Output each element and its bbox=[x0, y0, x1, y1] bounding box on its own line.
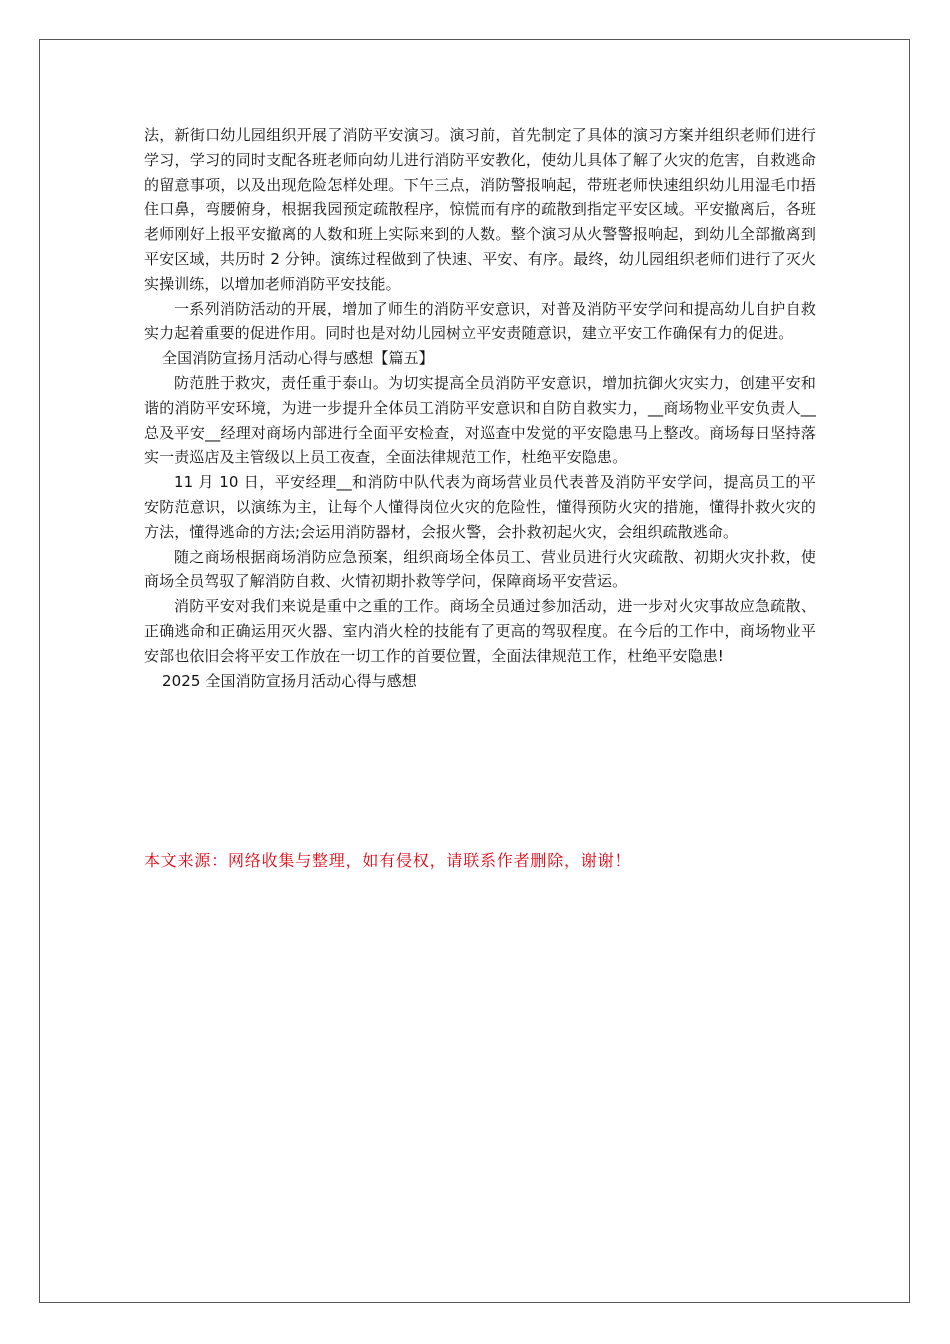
paragraph-training: 11 月 10 日，平安经理__和消防中队代表为商场营业员代表普及消防平安学问，提高员工的平安防范意识，以演练为主，让每个人懂得岗位火灾的危险性，懂得预防火灾的措施，懂得扑救火灾的方法，懂得逃命的方法;会运用消防器材，会报火警，会扑救初起火灾，会组织疏散逃命。 bbox=[144, 473, 816, 541]
paragraph-drill: 法，新街口幼儿园组织开展了消防平安演习。演习前，首先制定了具体的演习方案并组织老师们进行学习，学习的同时支配各班老师向幼儿进行消防平安教化，使幼儿具体了解了火灾的危害，自救逃命的留意事项，以及出现危险怎样处理。下午三点，消防警报响起，带班老师快速组织幼儿用湿毛巾捂住口鼻，弯腰俯身，根据我园预定疏散程序，惊慌而有序的疏散到指定平安区域。平安撤离后，各班老师刚好上报平安撤离的人数和班上实际来到的人数。整个演习从火警警报响起，到幼儿全部撤离到平安区域，共历时 2 分钟。演练过程做到了快速、平安、有序。最终，幼儿园组织老师们进行了灭火实操训练，以增加老师消防平安技能。 bbox=[144, 126, 816, 293]
source-note: 本文来源：网络收集与整理，如有侵权，请联系作者删除，谢谢！ bbox=[144, 851, 632, 870]
document-footer-title: 2025 全国消防宣扬月活动心得与感想 bbox=[162, 671, 417, 690]
document-body bbox=[144, 123, 816, 693]
paragraph-prevention: 防范胜于救灾，责任重于泰山。为切实提高全员消防平安意识，增加抗御火灾实力，创建平安和谐的消防平安环境，为进一步提升全体员工消防平安意识和自防自救实力，__商场物业平安负责人__总及平安__经理对商场内部进行全面平安检查，对巡查中发觉的平安隐患马上整改。商场每日坚持落实一责巡店及主管级以上员工夜查，全面法律规范工作，杜绝平安隐患。 bbox=[144, 373, 816, 467]
paragraph-evacuation: 随之商场根据商场消防应急预案，组织商场全体员工、营业员进行火灾疏散、初期火灾扑救，使商场全员驾驭了解消防自救、火情初期扑救等学问，保障商场平安营运。 bbox=[144, 547, 816, 591]
section-heading-part-five: 全国消防宣扬月活动心得与感想【篇五】 bbox=[162, 349, 434, 368]
paragraph-summary: 一系列消防活动的开展，增加了师生的消防平安意识，对普及消防平安学问和提高幼儿自护自救实力起着重要的促进作用。同时也是对幼儿园树立平安责随意识，建立平安工作确保有力的促进。 bbox=[144, 299, 816, 343]
paragraph-conclusion: 消防平安对我们来说是重中之重的工作。商场全员通过参加活动，进一步对火灾事故应急疏散、正确逃命和正确运用灭火器、室内消火栓的技能有了更高的驾驭程度。在今后的工作中，商场物业平安部也依旧会将平安工作放在一切工作的首要位置，全面法律规范工作，杜绝平安隐患! bbox=[144, 597, 816, 665]
